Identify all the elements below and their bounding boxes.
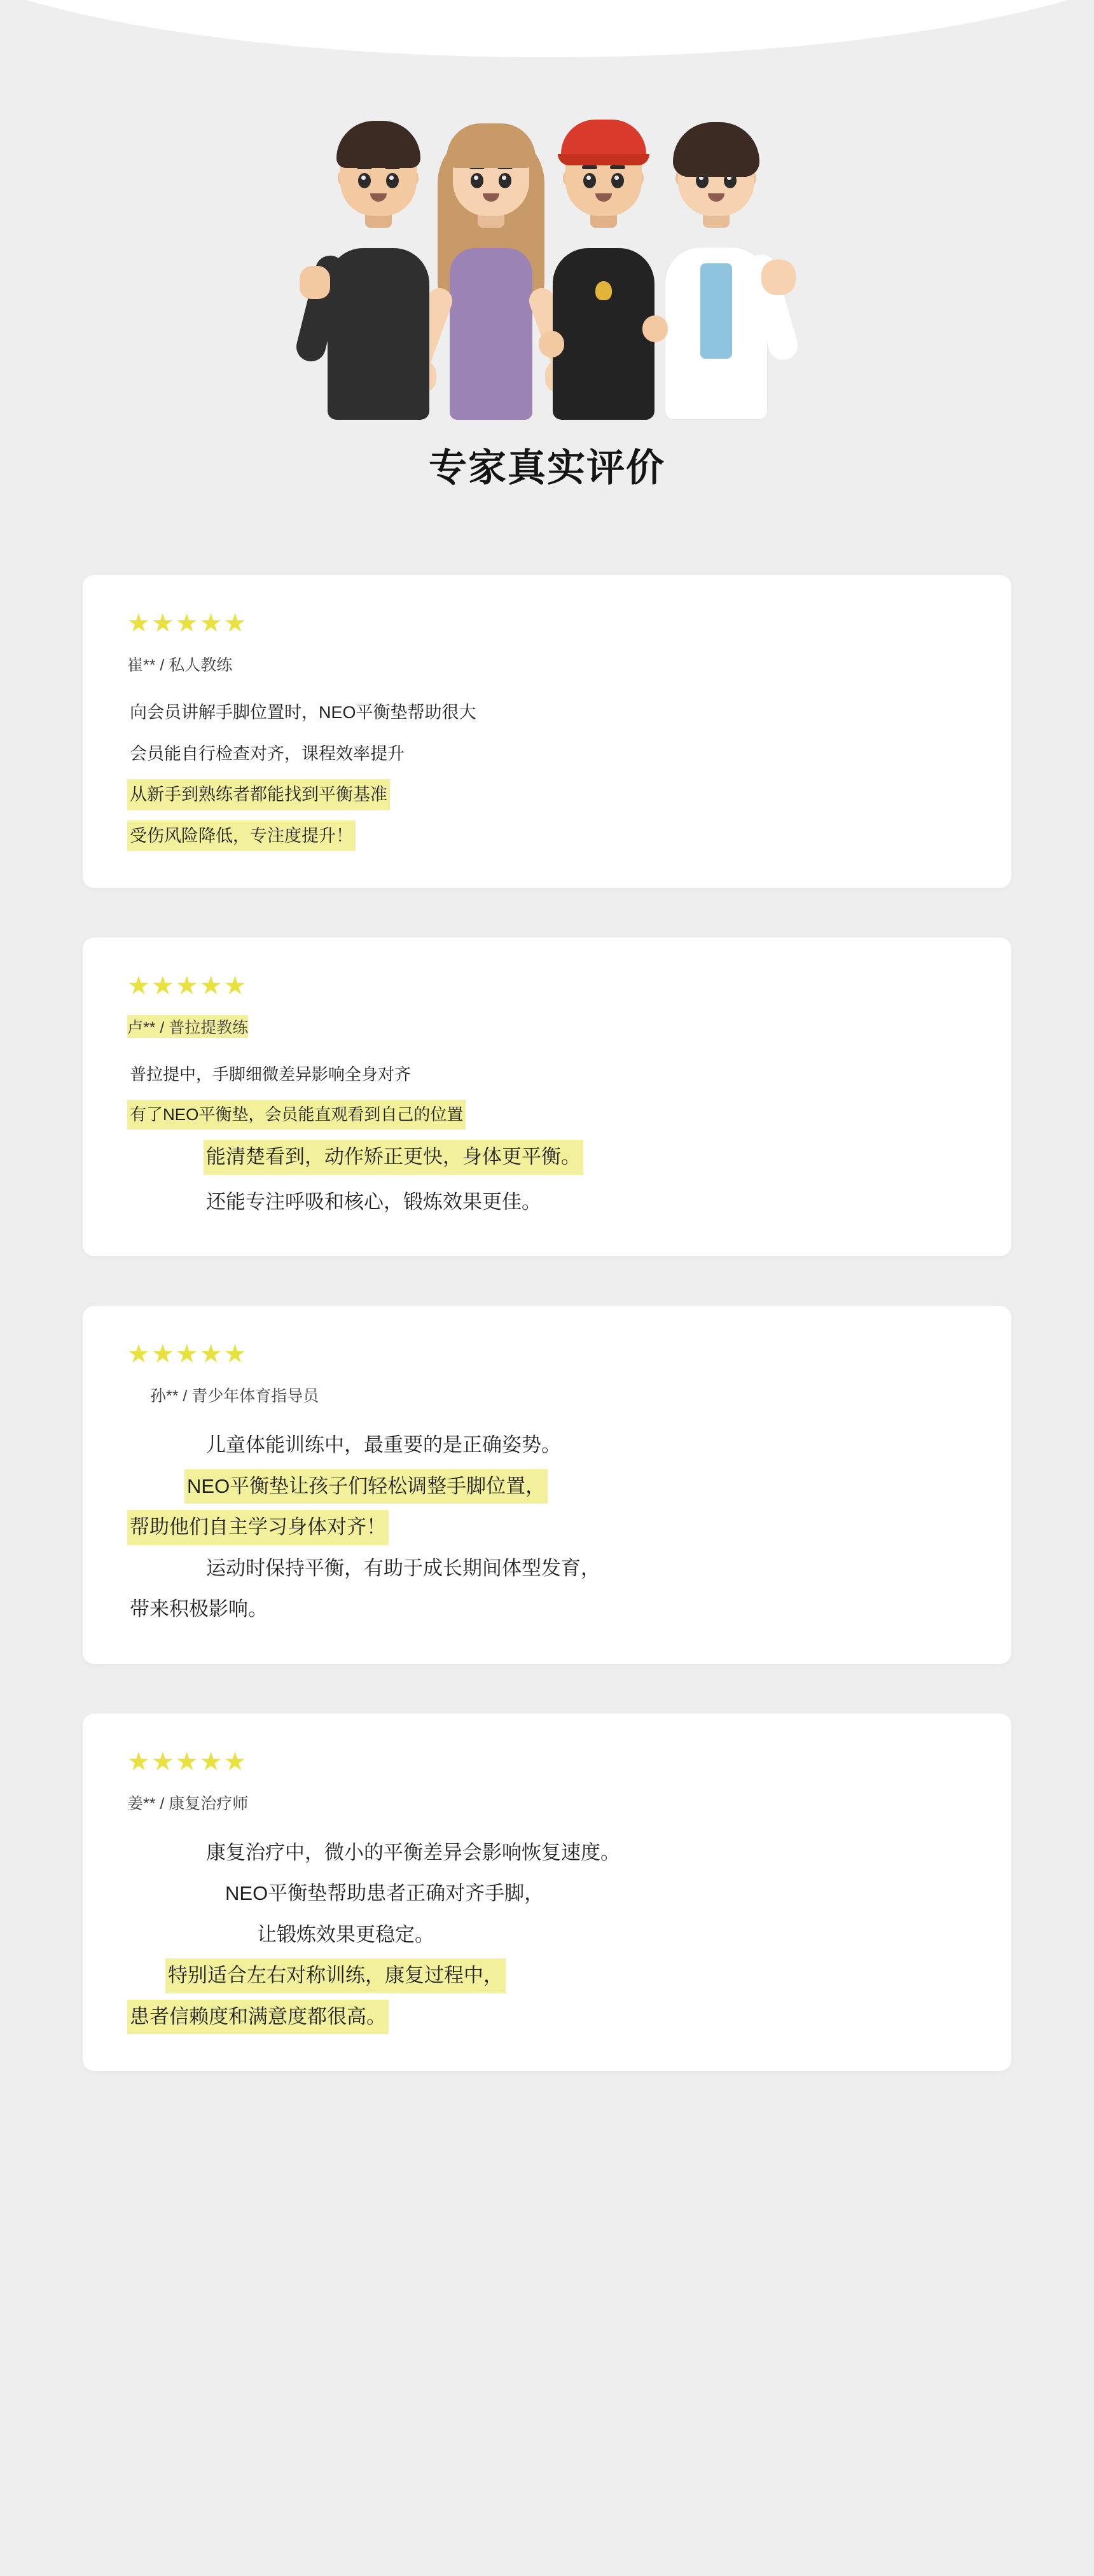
mouth <box>483 193 499 202</box>
hair <box>673 122 759 177</box>
review-line-text: NEO平衡垫帮助患者正确对齐手脚， <box>225 1882 544 1904</box>
waving-hand-icon <box>761 260 796 295</box>
review-line-text: 康复治疗中，微小的平衡差异会影响恢复速度。 <box>206 1841 620 1864</box>
review-line <box>127 738 967 770</box>
cap-icon <box>561 120 646 159</box>
review-line-text: 儿童体能训练中，最重要的是正确姿势。 <box>206 1434 561 1456</box>
review-line <box>127 1510 967 1545</box>
brow-right <box>610 165 625 169</box>
person-trainer-male <box>310 121 447 420</box>
review-line <box>127 821 967 852</box>
star-rating-icon: ★★★★★ <box>127 1340 248 1368</box>
inner-shirt <box>700 263 732 359</box>
review-line <box>127 1185 967 1220</box>
hair-front <box>447 123 536 168</box>
review-line-text: 患者信赖度和满意度都很高。 <box>127 2000 389 2035</box>
eye-right <box>611 173 624 188</box>
mouth <box>370 193 387 202</box>
review-line-text: 带来积极影响。 <box>130 1598 268 1620</box>
review-line-text: 会员能自行检查对齐，课程效率提升 <box>130 744 405 763</box>
review-line <box>127 1551 967 1586</box>
eye-left <box>471 173 483 188</box>
review-card <box>83 938 1011 1256</box>
eye-right <box>499 173 511 188</box>
thumbs-up-icon <box>300 266 330 299</box>
review-body <box>127 697 967 851</box>
reviewer-name: 卢** / 普拉提教练 <box>127 1015 248 1038</box>
review-line <box>127 1140 967 1175</box>
review-card <box>83 1714 1011 2072</box>
review-line <box>127 697 967 728</box>
review-line-text: 普拉提中，手脚细微差异影响全身对齐 <box>130 1065 412 1084</box>
review-line-text: NEO平衡垫让孩子们轻松调整手脚位置， <box>184 1469 548 1504</box>
review-line-text: 能清楚看到，动作矫正更快，身体更平衡。 <box>204 1140 583 1175</box>
review-line-text: 还能专注呼吸和核心，锻炼效果更佳。 <box>206 1190 541 1213</box>
review-line <box>127 1876 967 1911</box>
review-line <box>127 1060 967 1090</box>
reviewer-name: 崔** / 私人教练 <box>127 656 233 674</box>
review-body <box>127 1428 967 1627</box>
review-line <box>127 1469 967 1504</box>
review-line <box>127 2000 967 2035</box>
reviewer-name: 姜** / 康复治疗师 <box>127 1794 249 1813</box>
review-line-text: 帮助他们自主学习身体对齐！ <box>127 1510 389 1545</box>
review-body <box>127 1836 967 2035</box>
review-line-text: 特别适合左右对称训练，康复过程中， <box>165 1958 506 1993</box>
review-line-text: 向会员讲解手脚位置时，NEO平衡垫帮助很大 <box>130 703 476 722</box>
review-card <box>83 1306 1011 1664</box>
review-line <box>127 1836 967 1871</box>
reviews-list <box>0 575 1094 2185</box>
review-card <box>83 575 1011 888</box>
reviewer-name: 孙** / 青少年体育指导员 <box>150 1387 319 1405</box>
brow-left <box>582 165 597 169</box>
review-body <box>127 1060 967 1219</box>
review-line-text: 有了NEO平衡垫，会员能直观看到自己的位置 <box>127 1100 466 1130</box>
hand-left <box>539 331 564 357</box>
review-line-text: 从新手到熟练者都能找到平衡基准 <box>127 779 390 810</box>
review-line-text: 受伤风险降低，专注度提升！ <box>127 821 356 852</box>
eye-left <box>358 173 371 188</box>
eye-right <box>386 173 399 188</box>
necklace-icon <box>595 281 612 300</box>
hair <box>336 121 420 168</box>
page-title: 专家真实评价 <box>429 447 665 489</box>
review-line <box>127 1958 967 1993</box>
review-line <box>127 779 967 810</box>
star-rating-icon: ★★★★★ <box>127 609 248 637</box>
cap-brim-icon <box>558 154 649 165</box>
mouth <box>708 193 724 202</box>
star-rating-icon: ★★★★★ <box>127 1747 248 1776</box>
people-illustration <box>229 89 865 420</box>
review-line <box>127 1428 967 1463</box>
review-line <box>127 1592 967 1627</box>
person-cap-male <box>535 121 672 420</box>
reviewer-name-wrap <box>127 1015 967 1060</box>
review-line-text: 让锻炼效果更稳定。 <box>257 1923 434 1946</box>
hero-section <box>0 0 1094 492</box>
eye-left <box>583 173 596 188</box>
review-line <box>127 1918 967 1953</box>
torso <box>450 248 532 420</box>
star-rating-icon: ★★★★★ <box>127 972 248 1000</box>
mouth <box>595 193 612 202</box>
review-line <box>127 1100 967 1130</box>
hand-right <box>642 315 668 342</box>
review-line-text: 运动时保持平衡，有助于成长期间体型发育， <box>206 1556 600 1579</box>
